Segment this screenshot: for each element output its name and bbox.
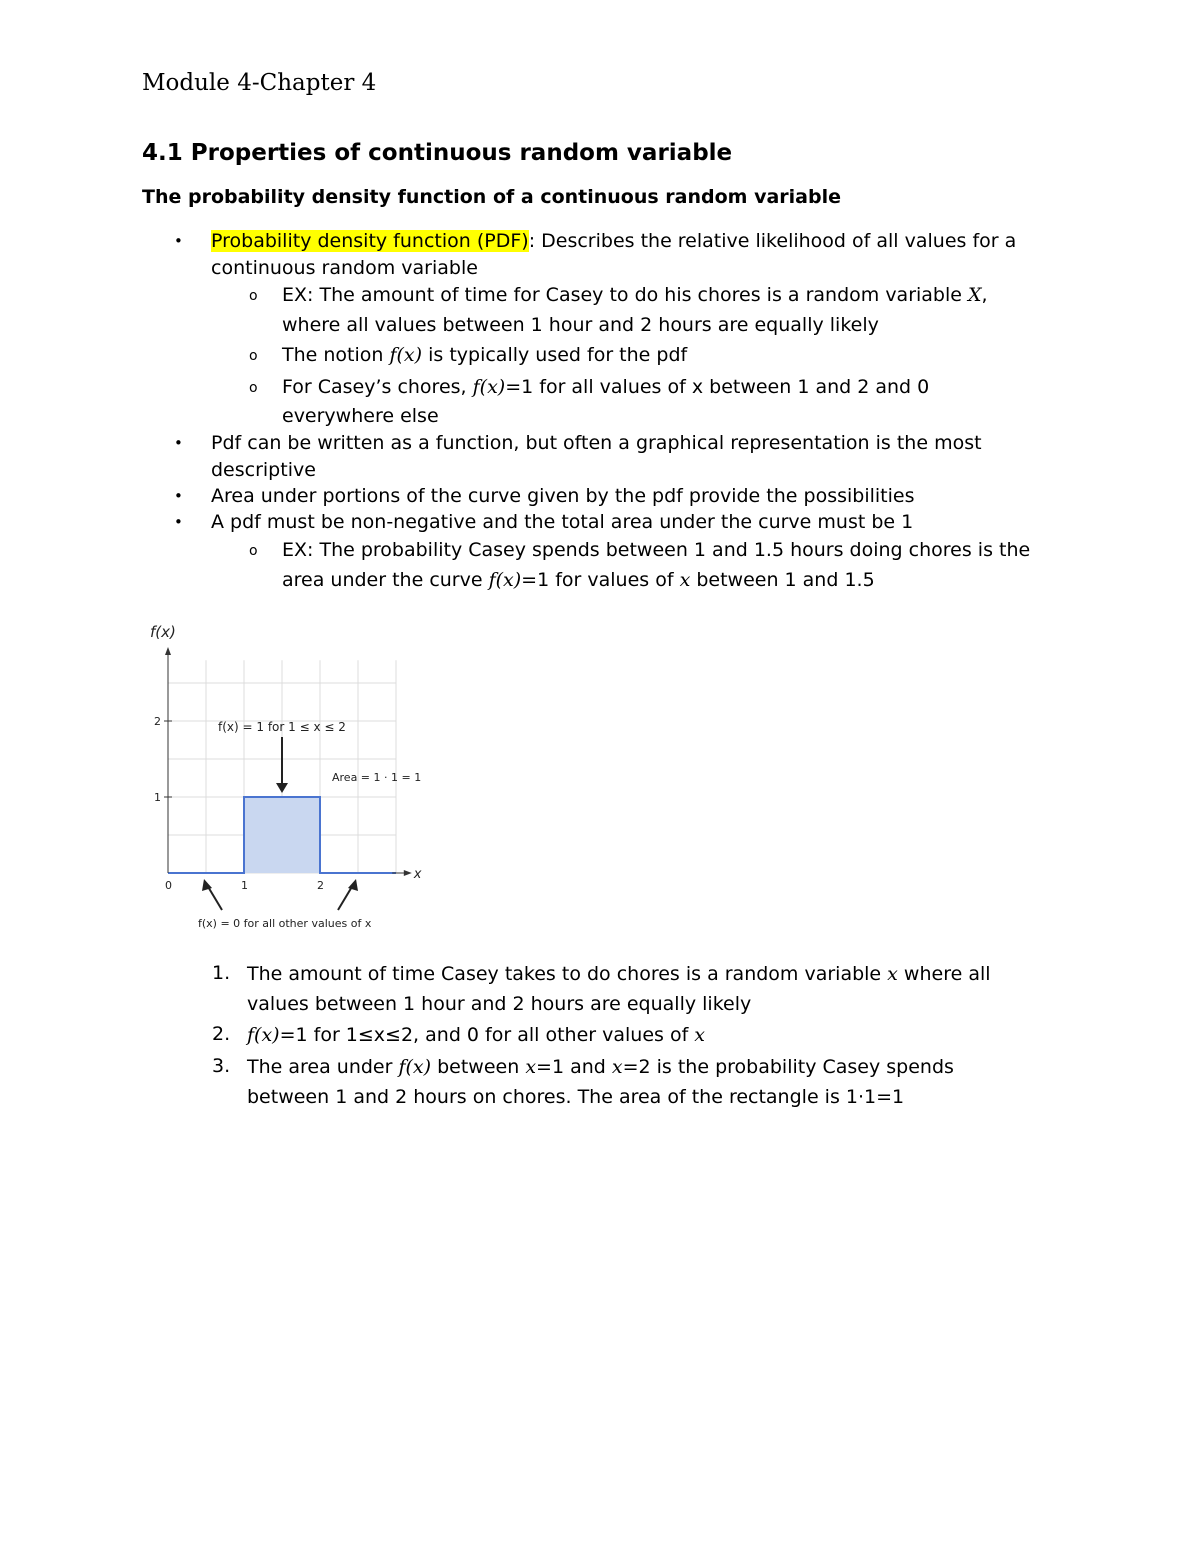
arrow-top-head xyxy=(276,783,288,793)
bullet-graphical-cont: descriptive xyxy=(211,459,316,481)
sub-bullet-probability-example-cont xyxy=(282,568,875,592)
math-x: x xyxy=(694,1024,706,1046)
n1-text: The amount of time Casey takes to do chores is a random variable xyxy=(247,963,888,985)
bullet-marker: • xyxy=(174,434,183,452)
sub-bullet-marker: o xyxy=(249,348,258,364)
math-fx: f(x) xyxy=(389,344,423,366)
numbered-label-1: 1. xyxy=(212,962,231,984)
numbered-item-3 xyxy=(247,1055,954,1079)
prob-text: area under the curve xyxy=(282,569,489,591)
math-x: x xyxy=(611,1056,623,1078)
numbered-label-3: 3. xyxy=(212,1055,231,1077)
numbered-item-2 xyxy=(247,1023,705,1047)
example-comma: , xyxy=(981,284,988,306)
numbered-item-1-cont: values between 1 hour and 2 hours are equally likely xyxy=(247,993,752,1015)
sub-bullet-example xyxy=(282,283,988,307)
casey-text-end: =1 for all values of x between 1 and 2 and 0 xyxy=(505,376,930,398)
numbered-label-2: 2. xyxy=(212,1023,231,1045)
sub-bullet-casey-pdf xyxy=(282,375,929,399)
bullet-graphical: Pdf can be written as a function, but often a graphical representation is the most xyxy=(211,432,982,454)
x-axis-arrow xyxy=(404,870,412,876)
math-x: x xyxy=(679,569,691,591)
bullet-nonnegative: A pdf must be non-negative and the total area under the curve must be 1 xyxy=(211,511,914,533)
sub-bullet-marker: o xyxy=(249,288,258,304)
annotation-bottom: f(x) = 0 for all other values of x xyxy=(198,917,372,930)
annotation-area: Area = 1 · 1 = 1 xyxy=(332,771,422,784)
example-text: EX: The amount of time for Casey to do his chores is a random variable xyxy=(282,284,969,306)
math-fx: f(x) xyxy=(398,1056,432,1078)
math-x: x xyxy=(525,1056,537,1078)
sub-bullet-casey-pdf-cont: everywhere else xyxy=(282,405,439,427)
x-axis-label: x xyxy=(413,867,422,882)
casey-text: For Casey’s chores, xyxy=(282,376,473,398)
prob-text-mid: =1 for values of xyxy=(521,569,680,591)
bullet-pdf-definition xyxy=(211,229,1016,253)
math-var-X: X xyxy=(968,284,982,306)
pdf-area-fill xyxy=(244,797,320,873)
n3-text: The area under xyxy=(247,1056,399,1078)
sub-bullet-marker: o xyxy=(249,543,258,559)
numbered-item-3-cont: between 1 and 2 hours on chores. The area of the rectangle is 1·1=1 xyxy=(247,1086,905,1108)
y-tick-label: 2 xyxy=(154,715,161,728)
numbered-item-1 xyxy=(247,962,991,986)
math-fx: f(x) xyxy=(488,569,522,591)
n3-text-d: =2 is the probability Casey spends xyxy=(622,1056,954,1078)
sub-bullet-example-cont: where all values between 1 hour and 2 hours are equally likely xyxy=(282,314,879,336)
bullet-pdf-definition-cont: continuous random variable xyxy=(211,257,478,279)
y-tick-label: 1 xyxy=(154,791,161,804)
x-tick-label: 2 xyxy=(317,879,324,892)
x-tick-label: 0 xyxy=(165,879,172,892)
n2-text: =1 for 1≤x≤2, and 0 for all other values of xyxy=(279,1024,695,1046)
pdf-uniform-chart xyxy=(140,615,440,935)
n3-text-c: =1 and xyxy=(536,1056,612,1078)
math-x: x xyxy=(887,963,898,985)
prob-text-end: between 1 and 1.5 xyxy=(690,569,875,591)
bullet-marker: • xyxy=(174,513,183,531)
section-title: 4.1 Properties of continuous random variable xyxy=(142,140,733,166)
annotation-top: f(x) = 1 for 1 ≤ x ≤ 2 xyxy=(218,720,346,734)
y-axis-arrow xyxy=(165,647,171,655)
y-axis-label: f(x) xyxy=(150,623,176,641)
pdf-term-highlight: Probability density function (PDF) xyxy=(211,230,529,252)
sub-bullet-marker: o xyxy=(249,380,258,396)
bullet-marker: • xyxy=(174,232,183,250)
bullet-area: Area under portions of the curve given by the pdf provide the possibilities xyxy=(211,485,915,507)
sub-bullet-probability-example: EX: The probability Casey spends between 1 and 1.5 hours doing chores is the xyxy=(282,539,1031,561)
page-header: Module 4-Chapter 4 xyxy=(142,70,377,96)
x-tick-label: 1 xyxy=(241,879,248,892)
n1-text-end: where all xyxy=(897,963,991,985)
pdf-definition-text: : Describes the relative likelihood of all values for a xyxy=(528,230,1017,252)
notation-text-end: is typically used for the pdf xyxy=(422,344,688,366)
n3-text-b: between xyxy=(431,1056,526,1078)
bullet-marker: • xyxy=(174,487,183,505)
math-fx: f(x) xyxy=(247,1024,280,1046)
subsection-title: The probability density function of a continuous random variable xyxy=(142,186,842,208)
math-fx: f(x) xyxy=(472,376,506,398)
sub-bullet-notation xyxy=(282,343,687,367)
notation-text: The notion xyxy=(282,344,390,366)
